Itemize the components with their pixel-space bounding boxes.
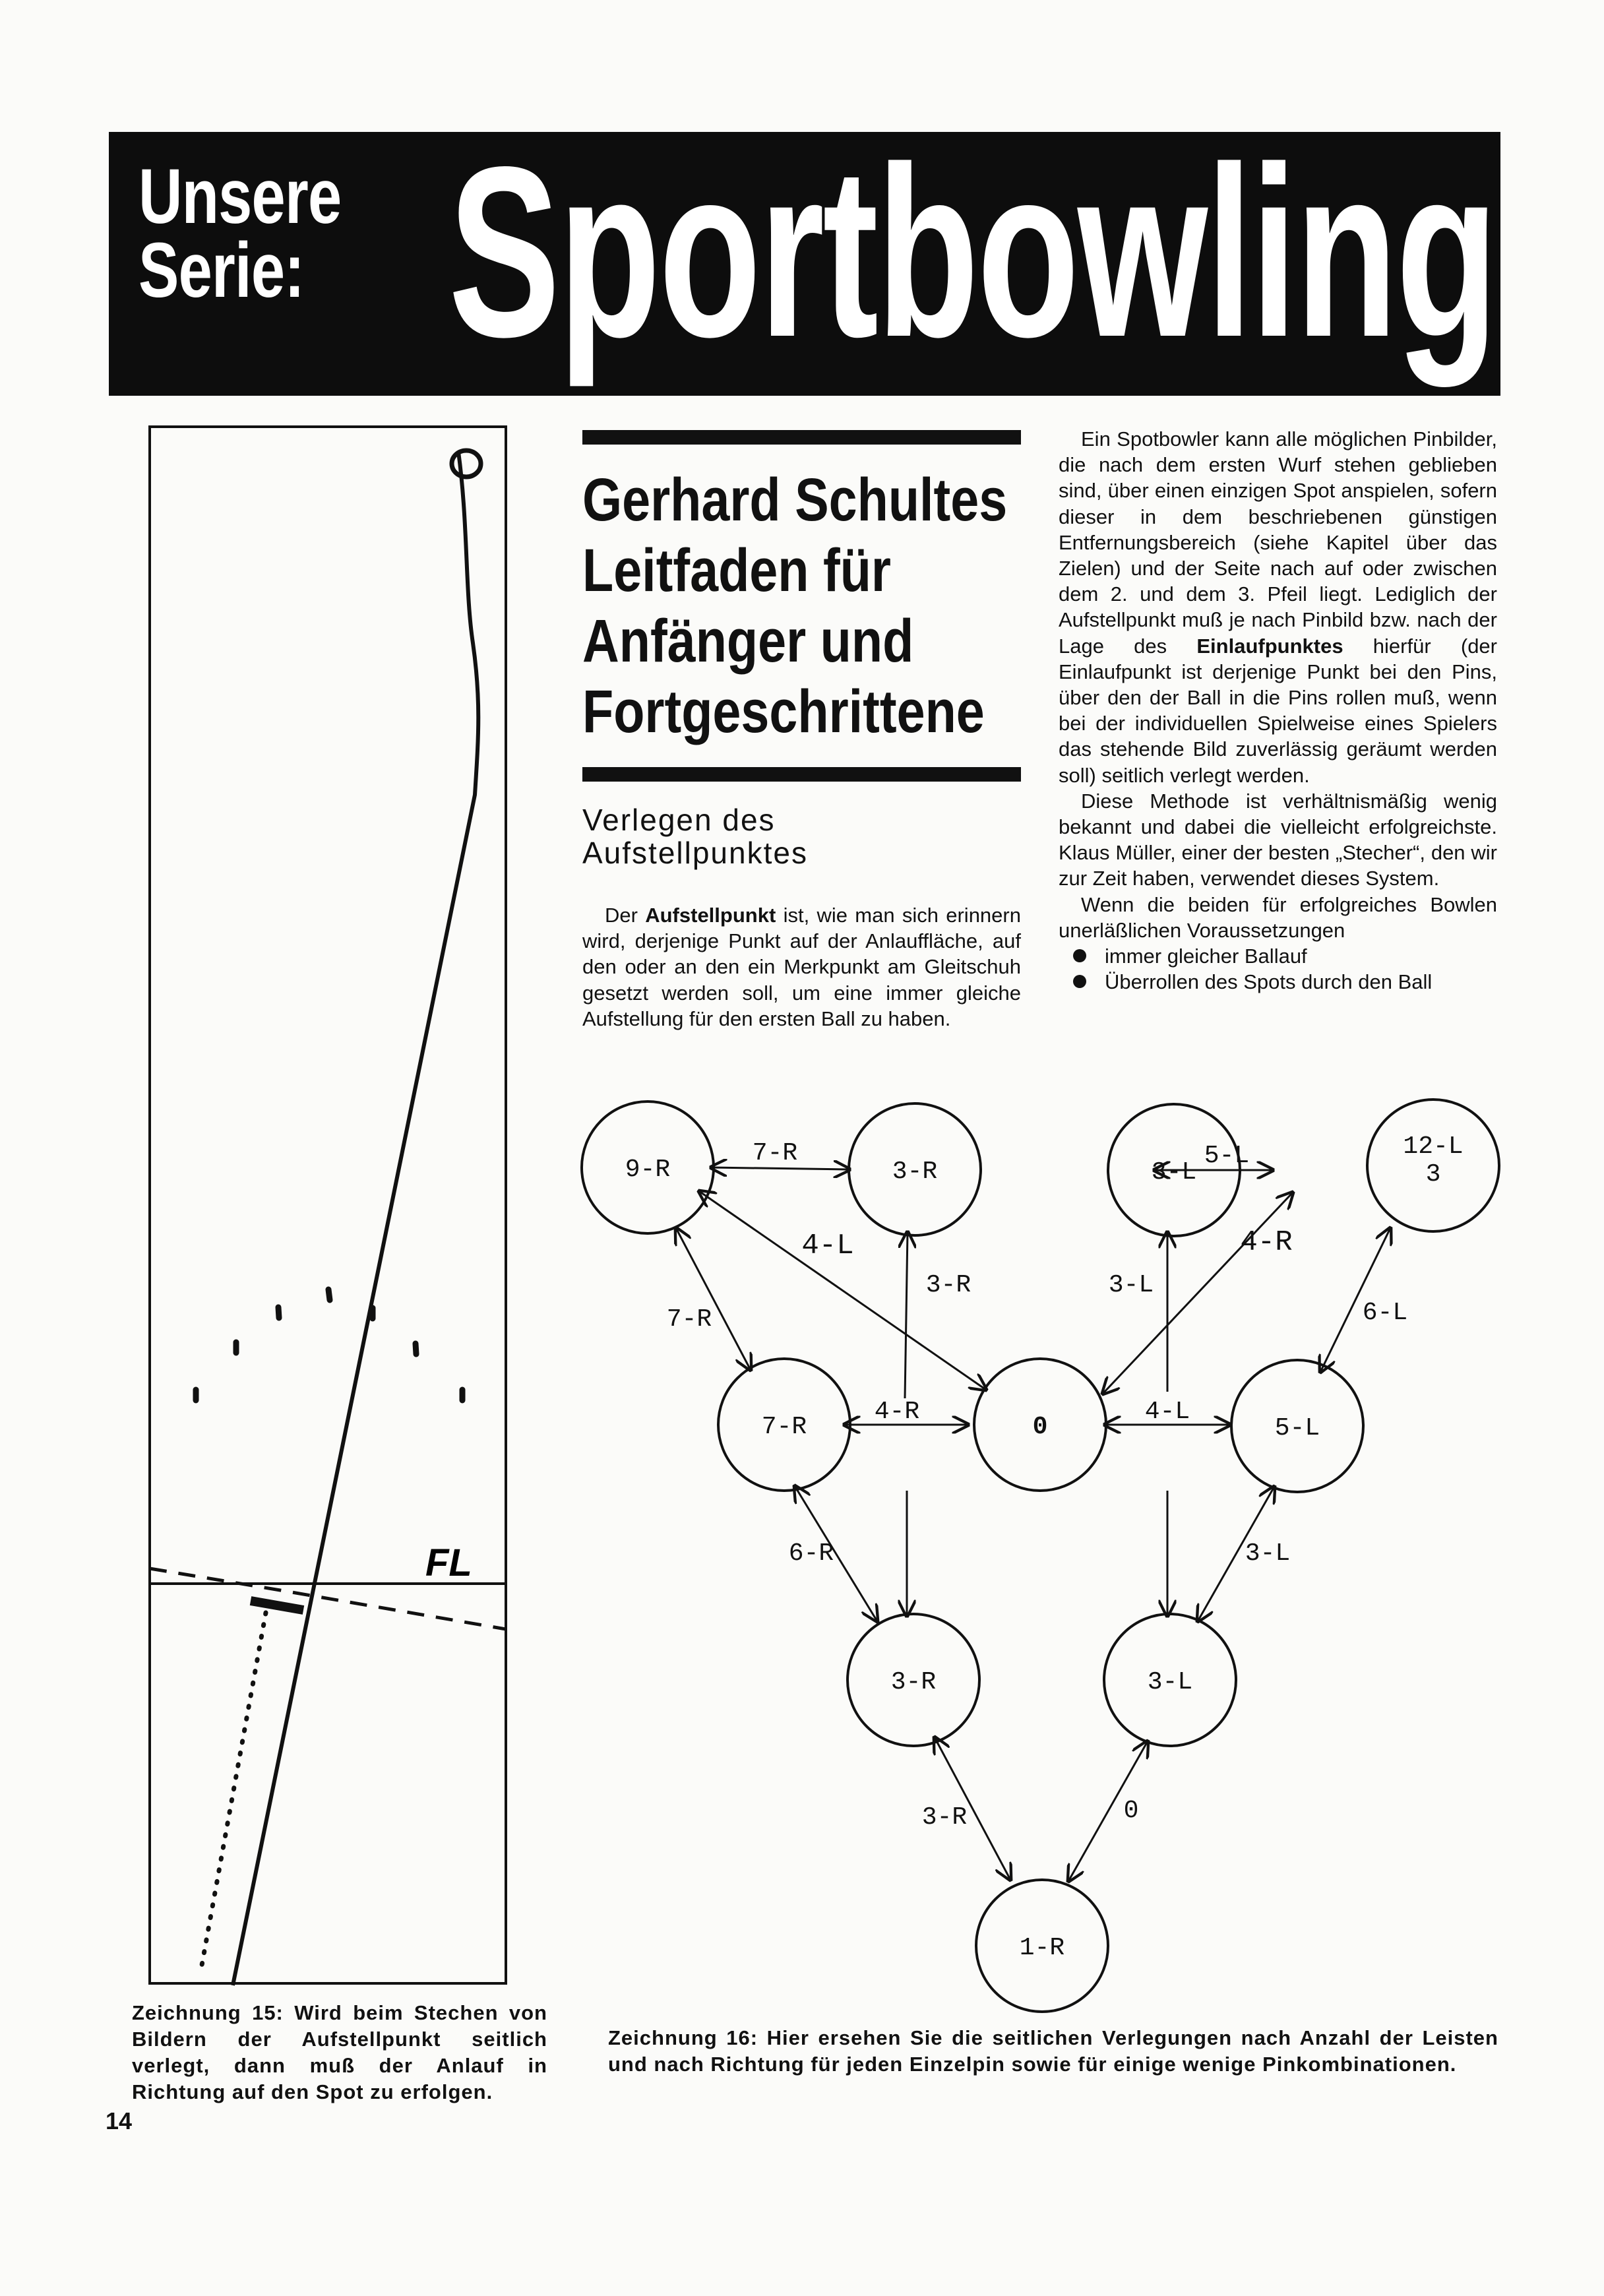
bullet-icon [1073,949,1086,962]
figure-16-pin-diagram [567,1082,1517,2058]
node-3R-top: 3-R [892,1158,938,1186]
list-item: Überrollen des Spots durch den Ball [1059,969,1497,995]
edge-label: 4-R [874,1398,920,1426]
edge-label: 5-L [1204,1142,1250,1170]
article-headline [582,465,1008,747]
edge-label: 6-R [788,1539,834,1568]
right-paragraph-3: Wenn die beiden für erfolgreiches Bowlen unerläßlichen Voraussetzungen [1059,892,1497,942]
headline-line2: Leitfaden für [582,537,891,604]
figure-15-lane-drawing [148,425,511,1989]
headline-line4: Fortgeschrittene [582,678,985,745]
subheading-line2: Aufstellpunktes [582,836,808,870]
approach-dotted-line [201,1613,266,1969]
slide-marker [251,1601,303,1610]
lane-frame [150,427,506,1983]
bullet-icon [1073,975,1086,988]
node-0: 0 [1032,1413,1048,1441]
ball-path [233,452,478,1985]
headline-line3: Anfänger und [582,607,914,675]
left-paragraph: Der Aufstellpunkt ist, wie man sich erinnern wird, derjenige Punkt auf der Anlauffläche, auf den oder an den ein Merkpunkt am Gleitschuh gesetzt werden soll, um eine immer gleiche Aufstellung für den ersten Ball zu haben. [582,904,1021,1030]
subheading-line1: Verlegen des [582,803,776,837]
term-aufstellpunkt: Aufstellpunkt [645,904,776,927]
node-5L: 5-L [1274,1414,1320,1443]
edge-label: 3-R [921,1803,968,1832]
headline-line1: Gerhard Schultes [582,466,1008,534]
figure-16-caption: Zeichnung 16: Hier ersehen Sie die seitlichen Verlegungen nach Anzahl der Leisten und nach Richtung für jeden Einzelpin sowie für einige wenige Pinkombinationen. [608,2026,1498,2076]
term-einlaufpunktes: Einlaufpunktes [1196,634,1343,658]
left-text-column [582,902,1021,1032]
edge-label: 4-R [1240,1226,1293,1259]
node-3R-mid: 3-R [890,1668,937,1696]
pin-marks [196,1289,462,1400]
figure-15-caption: Zeichnung 15: Wird beim Stechen von Bildern der Aufstellpunkt seitlich verlegt, dann muß der Anlauf in Richtung auf den Spot zu erfolgen. [132,2001,547,2103]
banner-title: Sportbowling [448,132,1496,387]
edge-label: 0 [1123,1797,1139,1825]
series-banner [109,132,1500,396]
edge-label: 3-R [925,1271,972,1299]
node-12L-line1: 12-L [1403,1132,1464,1161]
ball-marker [452,450,481,477]
right-text-column [1059,426,1497,995]
requirements-list [1059,943,1497,995]
node-7R: 7-R [761,1413,807,1441]
series-label [139,153,342,314]
headline-rule-top [582,430,1021,445]
series-label-line2: Serie: [139,227,305,314]
node-3L-top: 3-L [1151,1158,1197,1187]
edge-label: 3-L [1108,1271,1154,1299]
section-subheading [582,803,1004,869]
right-paragraph-1: Ein Spotbowler kann alle möglichen Pinbilder, die nach dem ersten Wurf stehen geblieben sind, über einen einzigen Spot anspielen, sofern dieser in dem beschriebenen günstigen Entfernungsbereich (siehe Kapitel über das Zielen) und der Seite nach auf oder zwischen dem 2. und dem 3. Pfeil liegt. Lediglich der Aufstellpunkt muß je nach Pinbild bzw. nach der Lage des Einlaufpunktes hierfür (der Einlaufpunkt ist derjenige Punkt bei den Pins, über den der Ball in die Pins rollen muß, wenn bei der individuellen Spielweise eines Spielers das stehende Bild zuverlässig geräumt werden soll) seitlich verlegt werden. [1059,427,1497,787]
headline-rule-bottom [582,767,1021,782]
foul-line-label: FL [425,1541,472,1584]
edge-label: 4-L [1144,1398,1190,1426]
node-1R: 1-R [1019,1934,1065,1962]
right-paragraph-2: Diese Methode ist verhältnismäßig wenig bekannt und dabei die vielleicht erfolgreichste. Klaus Müller, einer der besten „Stecher“, den wir zur Zeit haben, verwendet dieses System. [1059,789,1497,890]
node-3L-mid: 3-L [1147,1668,1193,1696]
page-number: 14 [106,2107,133,2134]
edge-label: 4-L [801,1229,854,1262]
node-9R: 9-R [625,1156,671,1184]
edge-label: 7-R [666,1305,712,1334]
edge-label: 7-R [752,1139,798,1167]
list-item: immer gleicher Ballauf [1059,943,1497,969]
series-label-line1: Unsere [139,153,342,240]
edge-label: 6-L [1362,1299,1408,1327]
node-12L-line2: 3 [1425,1160,1441,1189]
edge-label: 3-L [1245,1539,1291,1568]
